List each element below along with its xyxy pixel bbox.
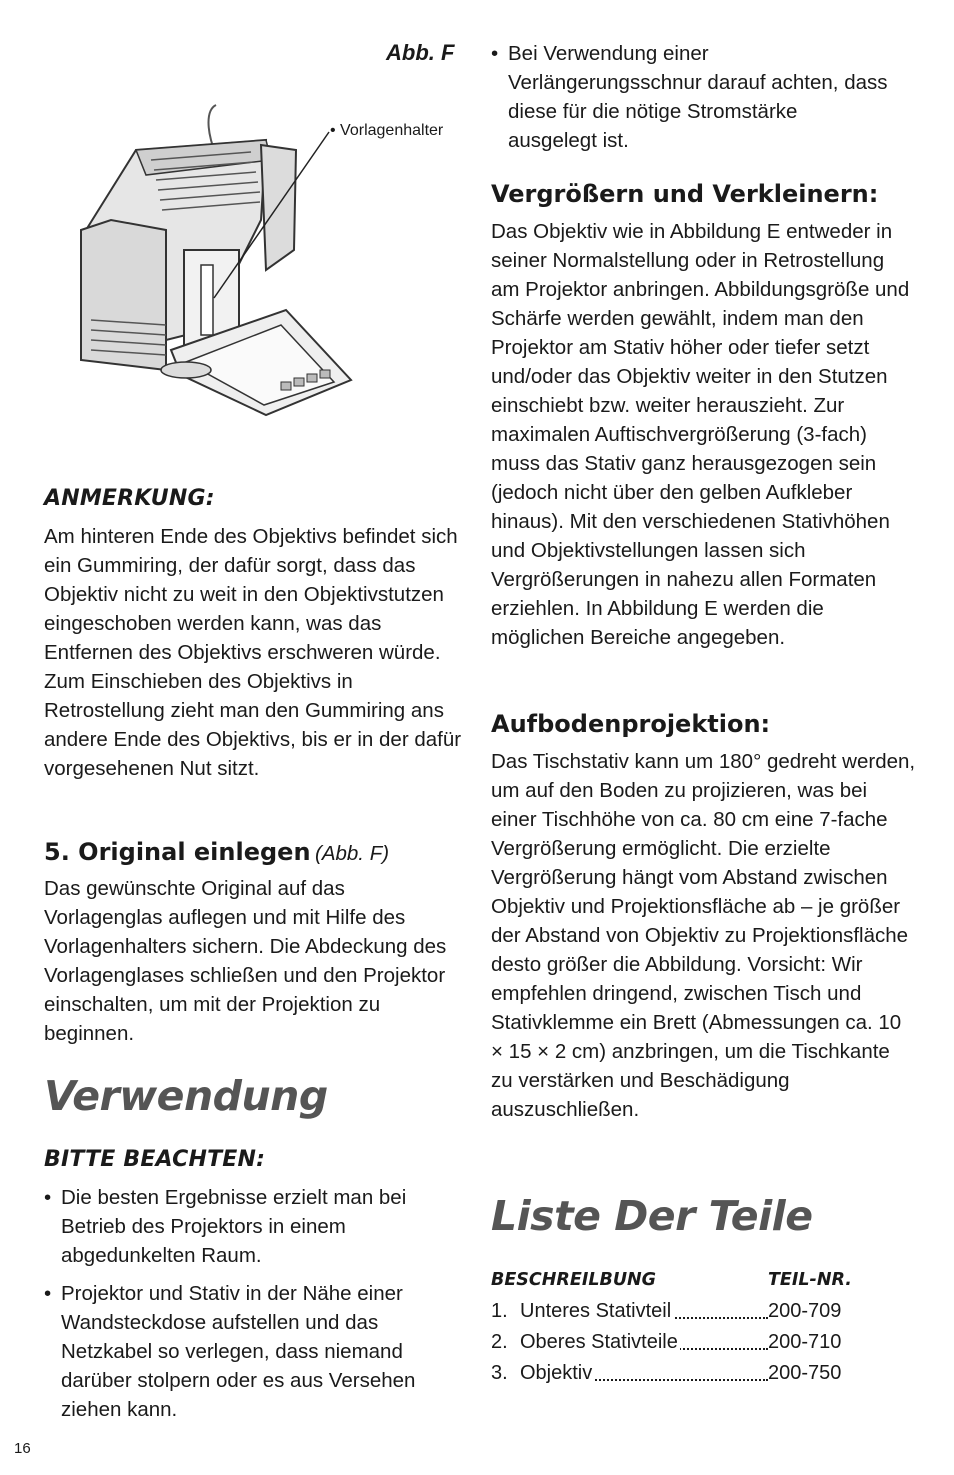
parts-col-description: BESCHREILBUNG [491, 1270, 657, 1290]
page-number: 16 [14, 1440, 31, 1457]
part-description: Unteres Stativteil [520, 1300, 672, 1322]
parts-col-number: TEIL-NR. [768, 1270, 852, 1290]
step-heading-line [44, 838, 389, 866]
notice-heading: BITTE BEACHTEN: [44, 1147, 266, 1172]
part-index: 3. [491, 1362, 508, 1384]
parts-row [491, 1300, 851, 1330]
step-figure-ref: (Abb. F) [315, 842, 390, 865]
part-number: 200-709 [768, 1300, 842, 1322]
part-description: Oberes Stativteile [520, 1331, 678, 1353]
note-heading: ANMERKUNG: [44, 486, 215, 511]
step-heading: 5. Original einlegen [44, 838, 311, 866]
section-title-verwendung: Verwendung [44, 1072, 328, 1120]
parts-row [491, 1362, 851, 1392]
parts-list-title: Liste Der Teile [491, 1192, 813, 1240]
notice-bullet-1: • Die besten Ergebnisse erzielt man bei Betrieb des Projektors in einem abgedunkelten Raum. [44, 1183, 431, 1270]
part-index: 1. [491, 1300, 508, 1322]
projector-illustration [66, 100, 366, 430]
note-text: Am hinteren Ende des Objektivs befindet sich ein Gummiring, der dafür sorgt, dass das Objektiv nicht zu weit in den Objektivstutzen eingeschoben werden kann, was das Entfernen des Objektivs erschweren würde. Zum Einschieben des Objektivs in Retrostellung zieht man den Gummiring ans andere Ende des Objektivs, bis er in der dafür vorgesehenen Nut sitzt. [44, 525, 462, 780]
floor-projection-heading: Aufbodenprojektion: [491, 710, 771, 738]
floor-projection-text: Das Tischstativ kann um 180° gedreht werden, um auf den Boden zu projizieren, was bei einer Tischhöhe von ca. 80 cm eine 7-fache Vergrößerung ermöglicht. Die erzielte Vergrößerung hängt vom Abstand zwischen Objektiv und Projektionsfläche ab – je größer der Abstand von Objektiv zu Projektionsfläche desto größer die Abbildung. Vorsicht: Wir empfehlen dringend, zwischen Tisch und Stativklemme ein Brett (Abmessungen ca. 10 × 15 × 2 cm) anzbringen, um die Tischkante zu verstärken und Beschädigung auszuschließen. [491, 750, 916, 1121]
extension-cord-bullet: • Bei Verwendung einer Verlängerungsschnur darauf achten, dass diese für die nötige Stromstärke ausgelegt ist. [491, 39, 888, 155]
part-index: 2. [491, 1331, 508, 1353]
zoom-text: Das Objektiv wie in Abbildung E entweder in seiner Normalstellung oder in Retrostellung am Projektor anbringen. Abbildungsgröße und Schärfe werden gewählt, indem man den Projektor am Stativ höher oder tiefer setzt und/oder das Objektiv weiter in den Stutzen einschiebt bzw. weiter herauszieht. Zur maximalen Auftischvergrößerung (3-fach) muss das Stativ ganz herausgezogen sein (jedoch nicht über den gelben Aufkleber hinaus). Mit den verschiedenen Stativhöhen und Objektivstellungen lassen sich Vergrößerungen in nahezu allen Formaten erziehlen. In Abbildung E werden die möglichen Bereiche angegeben. [491, 220, 910, 649]
step-text: Das gewünschte Original auf das Vorlagenglas auflegen und mit Hilfe des Vorlagenhalters sichern. Die Abdeckung des Vorlagenglases schließen und den Projektor einschalten, um mit der Projektion zu beginnen. [44, 877, 447, 1045]
part-description: Objektiv [520, 1362, 593, 1384]
zoom-heading: Vergrößern und Verkleinern: [491, 180, 879, 208]
notice-bullet-2: • Projektor und Stativ in der Nähe einer Wandsteckdose aufstellen und das Netzkabel so verlegen, dass niemand darüber stolpern oder es aus Versehen ziehen kann. [44, 1279, 461, 1424]
figure-callout: • Vorlagenhalter [330, 122, 444, 139]
figure-label: Abb. F [386, 40, 455, 65]
parts-row [491, 1331, 851, 1361]
figure-callout-text: Vorlagenhalter [340, 122, 444, 139]
part-number: 200-710 [768, 1331, 842, 1353]
part-number: 200-750 [768, 1362, 842, 1384]
